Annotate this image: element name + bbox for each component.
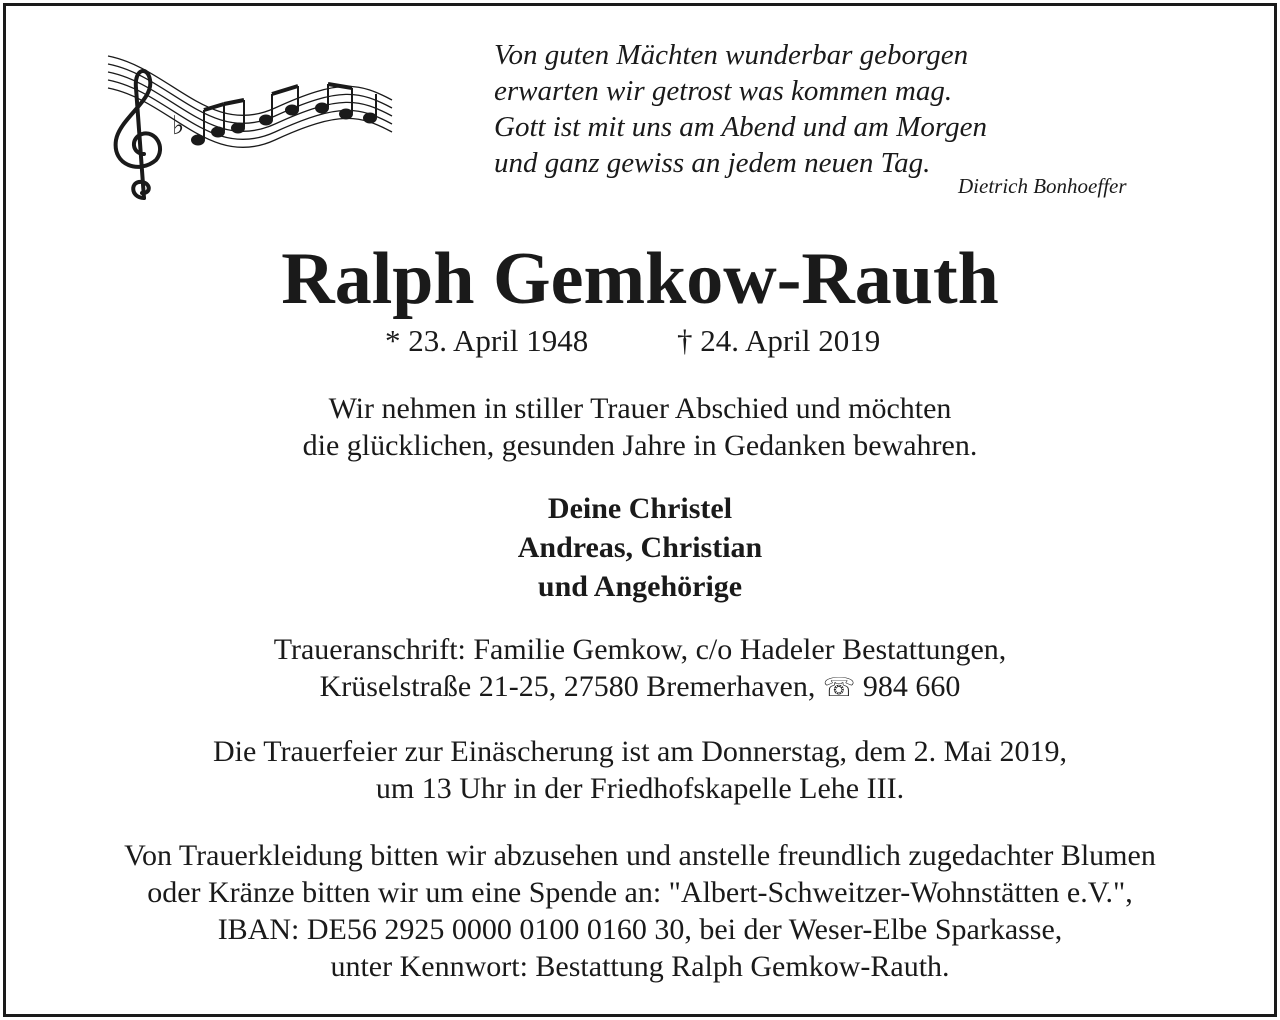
treble-clef-music-notes-icon [100,48,400,203]
ceremony-info [0,733,1280,807]
donation-request [0,837,1280,985]
mourning-address [0,631,1280,707]
mourner-line: und Angehörige [537,570,743,603]
address-line: Traueranschrift: Familie Gemkow, c/o Hadeler Bestattungen, [273,633,1007,666]
address-line [0,668,1280,707]
poem-line: erwarten wir getrost was kommen mag. [494,75,953,107]
donation-line: IBAN: DE56 2925 0000 0100 0160 30, bei der Weser-Elbe Sparkasse, [217,913,1063,946]
phone-number: 984 660 [862,670,961,703]
farewell-message [0,390,1280,464]
poem-line: und ganz gewiss an jedem neuen Tag. [494,147,931,179]
donation-line: oder Kränze bitten wir um eine Spende an: "Albert-Schweitzer-Wohnstätten e.V.", [147,876,1133,909]
mourners-list [0,489,1280,606]
svg-text:♭: ♭ [172,111,185,141]
poem-line: Von guten Mächten wunderbar geborgen [494,39,969,71]
poem-quote [494,37,1194,181]
ceremony-line: Die Trauerfeier zur Einäscherung ist am Donnerstag, dem 2. Mai 2019, [213,735,1067,768]
poem-author: Dietrich Bonhoeffer [958,174,1127,198]
donation-line: unter Kennwort: Bestattung Ralph Gemkow-Rauth. [330,950,950,983]
message-line: Wir nehmen in stiller Trauer Abschied und möchten [328,392,952,425]
telephone-icon: ☏ [822,673,856,703]
birth-date: * 23. April 1948 [385,323,589,358]
ceremony-line: um 13 Uhr in der Friedhofskapelle Lehe III. [375,772,905,805]
address-street: Krüselstraße 21-25, 27580 Bremerhaven, [319,670,816,703]
mourner-line: Andreas, Christian [517,531,763,564]
donation-line: Von Trauerkleidung bitten wir abzusehen und anstelle freundlich zugedachter Blumen [124,839,1156,872]
mourner-line: Deine Christel [547,492,733,525]
poem-line: Gott ist mit uns am Abend und am Morgen [494,111,987,143]
message-line: die glücklichen, gesunden Jahre in Gedanken bewahren. [302,429,978,462]
deceased-name: Ralph Gemkow-Rauth [281,238,999,320]
death-date: † 24. April 2019 [677,323,881,358]
